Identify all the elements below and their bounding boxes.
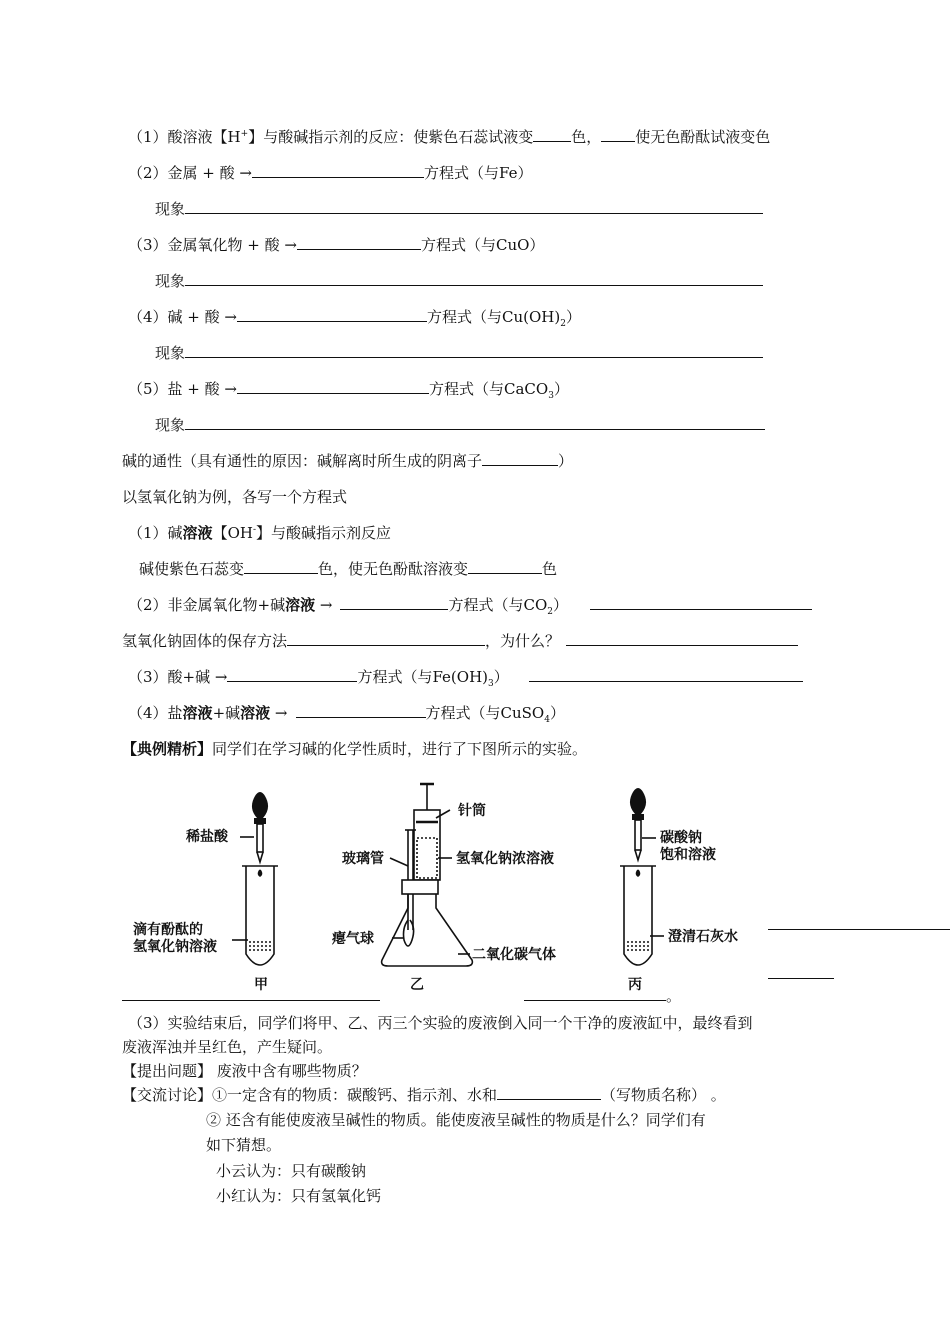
base-item-3: （3）酸+碱 → 方程式（与$Fe(OH)_3$）	[128, 667, 803, 687]
label-jia: 甲	[254, 977, 268, 993]
label-glass-tube: 玻璃管	[342, 851, 384, 867]
blank[interactable]	[566, 631, 798, 646]
blank[interactable]	[529, 667, 803, 682]
phenomenon-line: 现象	[155, 271, 763, 291]
example-line: 【典例精析】同学们在学习碱的化学性质时，进行了下图所示的实验。	[122, 740, 588, 758]
label-bing: 丙	[628, 977, 642, 993]
label-limewater: 澄清石灰水	[668, 929, 738, 945]
blank[interactable]	[601, 127, 635, 142]
acid-item-1: （1）酸溶液【H+】与酸碱指示剂的反应：使紫色石蕊试液变 色， 使无色酚酞试液变色	[128, 128, 771, 146]
blank[interactable]	[590, 595, 812, 610]
blank[interactable]	[185, 415, 765, 430]
label-co2-gas: 二氧化碳气体	[472, 947, 556, 963]
blank[interactable]	[482, 451, 558, 466]
label-balloon: 瘪气球	[332, 931, 374, 947]
blank[interactable]	[122, 986, 380, 1001]
blank[interactable]	[237, 307, 427, 322]
label-naoh-concentrated: 氢氧化钠浓溶液	[456, 851, 554, 867]
answer-row: 。	[122, 986, 681, 1006]
label-phenolphthalein-naoh: 滴有酚酞的 氢氧化钠溶液	[133, 922, 217, 955]
phenomenon-line: 现象	[155, 415, 765, 435]
answer-line[interactable]	[768, 978, 834, 979]
acid-item-3: （3）金属氧化物 + 酸 → 方程式（与CuO）	[128, 236, 545, 254]
blank[interactable]	[252, 163, 424, 178]
phenomenon-line: 现象	[155, 343, 763, 363]
blank[interactable]	[297, 235, 421, 250]
ask-line: 【提出问题】 废液中含有哪些物质？	[122, 1062, 367, 1080]
blank[interactable]	[244, 559, 318, 574]
base-item-2: （2）非金属氧化物+碱溶液 → 方程式（与$CO_2$）	[128, 595, 812, 615]
acid-item-4: （4）碱 + 酸 → 方程式（与$Cu(OH)_2$）	[128, 308, 581, 329]
base-item-4: （4）盐溶液+碱溶液 → 方程式（与CuSO$_4$）	[128, 704, 565, 725]
label-syringe: 针筒	[458, 803, 486, 819]
blank[interactable]	[287, 631, 485, 646]
blank[interactable]	[185, 343, 763, 358]
phenomenon-line: 现象	[155, 199, 763, 219]
guess-xiaohong: 小红认为：只有氢氧化钙	[216, 1187, 382, 1205]
discussion-2-line-1: ② 还含有能使废液呈碱性的物质。能使废液呈碱性的物质是什么？同学们有	[206, 1111, 706, 1129]
blank[interactable]	[185, 271, 763, 286]
label-yi: 乙	[410, 977, 424, 993]
blank[interactable]	[227, 667, 357, 682]
base-item-1-sub: 碱使紫色石蕊变 色，使无色酚酞溶液变 色	[139, 560, 558, 578]
blank[interactable]	[185, 199, 763, 214]
blank[interactable]	[237, 379, 429, 394]
blank[interactable]	[524, 986, 666, 1001]
guess-xiaoyun: 小云认为：只有碳酸钠	[216, 1162, 367, 1180]
label-sodium-carbonate: 碳酸钠 饱和溶液	[660, 830, 716, 863]
storage-line: 氢氧化钠固体的保存方法 ，为什么？	[122, 631, 798, 651]
experiment-figure	[120, 770, 950, 1000]
blank[interactable]	[296, 703, 426, 718]
q3-line-1: （3）实验结束后，同学们将甲、乙、丙三个实验的废液倒入同一个干净的废液缸中，最终看到	[128, 1014, 753, 1032]
q3-line-2: 废液浑浊并呈红色，产生疑问。	[122, 1038, 333, 1056]
blank[interactable]	[468, 559, 542, 574]
blank[interactable]	[533, 127, 571, 142]
label-dilute-hcl: 稀盐酸	[186, 829, 228, 845]
discussion-2-line-2: 如下猜想。	[206, 1136, 282, 1154]
acid-item-2: （2）金属 + 酸 → 方程式（与Fe）	[128, 164, 533, 182]
blank[interactable]	[340, 595, 448, 610]
blank[interactable]	[497, 1085, 601, 1100]
discussion-line: 【交流讨论】①一定含有的物质：碳酸钙、指示剂、水和 （写物质名称） 。	[122, 1086, 726, 1104]
base-intro: 以氢氧化钠为例，各写一个方程式	[122, 488, 348, 506]
acid-item-5: （5）盐 + 酸 → 方程式（与CaCO$_3$）	[128, 380, 569, 401]
base-title: 碱的通性（具有通性的原因：碱解离时所生成的阴离子 ）	[122, 452, 574, 470]
base-item-1: （1）碱溶液【OH-】与酸碱指示剂反应	[128, 524, 392, 542]
answer-line[interactable]	[768, 929, 950, 930]
apparatus-drawing	[120, 770, 950, 1000]
